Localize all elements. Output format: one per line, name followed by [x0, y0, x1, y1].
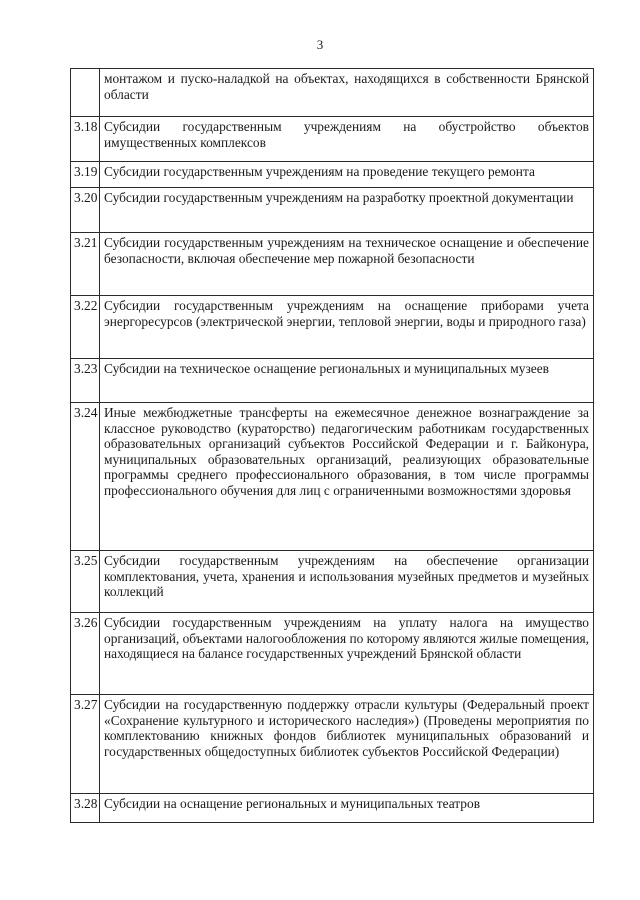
- table-row: [71, 613, 594, 695]
- item-number: 3.27: [71, 695, 100, 794]
- table-row: [71, 117, 594, 162]
- table-row: [71, 296, 594, 359]
- item-description: Субсидии государственным учреждениям на оснащение приборами учета энергоресурсов (электрической энергии, тепловой энергии, воды и природного газа): [100, 296, 594, 359]
- item-number: 3.20: [71, 188, 100, 233]
- item-number: 3.21: [71, 233, 100, 296]
- item-description: Субсидии государственным учреждениям на проведение текущего ремонта: [100, 162, 594, 188]
- table-row: [71, 794, 594, 823]
- item-description: Субсидии государственным учреждениям на обустройство объектов имущественных комплексов: [100, 117, 594, 162]
- item-number: 3.26: [71, 613, 100, 695]
- table-row: [71, 403, 594, 551]
- item-number: 3.24: [71, 403, 100, 551]
- budget-items-table: [70, 68, 594, 823]
- item-number: 3.22: [71, 296, 100, 359]
- page-number: 3: [316, 37, 324, 52]
- table-row: [71, 188, 594, 233]
- item-description: Иные межбюджетные трансферты на ежемесячное денежное вознаграждение за классное руководство (кураторство) педагогическим работникам государственных образовательных организаций субъектов Российской Федерации и г. Байконура, муниципальных образовательных организаций, реализующих образовательные программы среднего профессионального образования, в том числе программы профессионального обучения для лиц с ограниченными возможностями здоровья: [100, 403, 594, 551]
- table-row: [71, 233, 594, 296]
- item-description: Субсидии на государственную поддержку отрасли культуры (Федеральный проект «Сохранение культурного и исторического наследия») (Проведены мероприятия по комплектованию книжных фондов библиотек муниципальных образований и государственных общедоступных библиотек субъектов Российской Федерации): [100, 695, 594, 794]
- item-number: 3.19: [71, 162, 100, 188]
- item-description: Субсидии государственным учреждениям на техническое оснащение и обеспечение безопасности, включая обеспечение мер пожарной безопасности: [100, 233, 594, 296]
- item-number: 3.25: [71, 551, 100, 613]
- table-row: [71, 551, 594, 613]
- table-row: [71, 69, 594, 117]
- item-number: 3.28: [71, 794, 100, 823]
- item-description: Субсидии на техническое оснащение региональных и муниципальных музеев: [100, 359, 594, 403]
- table-row: [71, 695, 594, 794]
- item-description: Субсидии государственным учреждениям на разработку проектной документации: [100, 188, 594, 233]
- item-number: 3.23: [71, 359, 100, 403]
- item-description: Субсидии государственным учреждениям на уплату налога на имущество организаций, объектами налогообложения по которому являются жилые помещения, находящиеся на балансе государственных учреждений Брянской области: [100, 613, 594, 695]
- table-row: [71, 359, 594, 403]
- table-row: [71, 162, 594, 188]
- item-description: Субсидии государственным учреждениям на обеспечение организации комплектования, учета, хранения и использования музейных предметов и музейных коллекций: [100, 551, 594, 613]
- item-description: монтажом и пуско-наладкой на объектах, находящихся в собственности Брянской области: [100, 69, 594, 117]
- item-description: Субсидии на оснащение региональных и муниципальных театров: [100, 794, 594, 823]
- item-number: 3.18: [71, 117, 100, 162]
- item-number: [71, 69, 100, 117]
